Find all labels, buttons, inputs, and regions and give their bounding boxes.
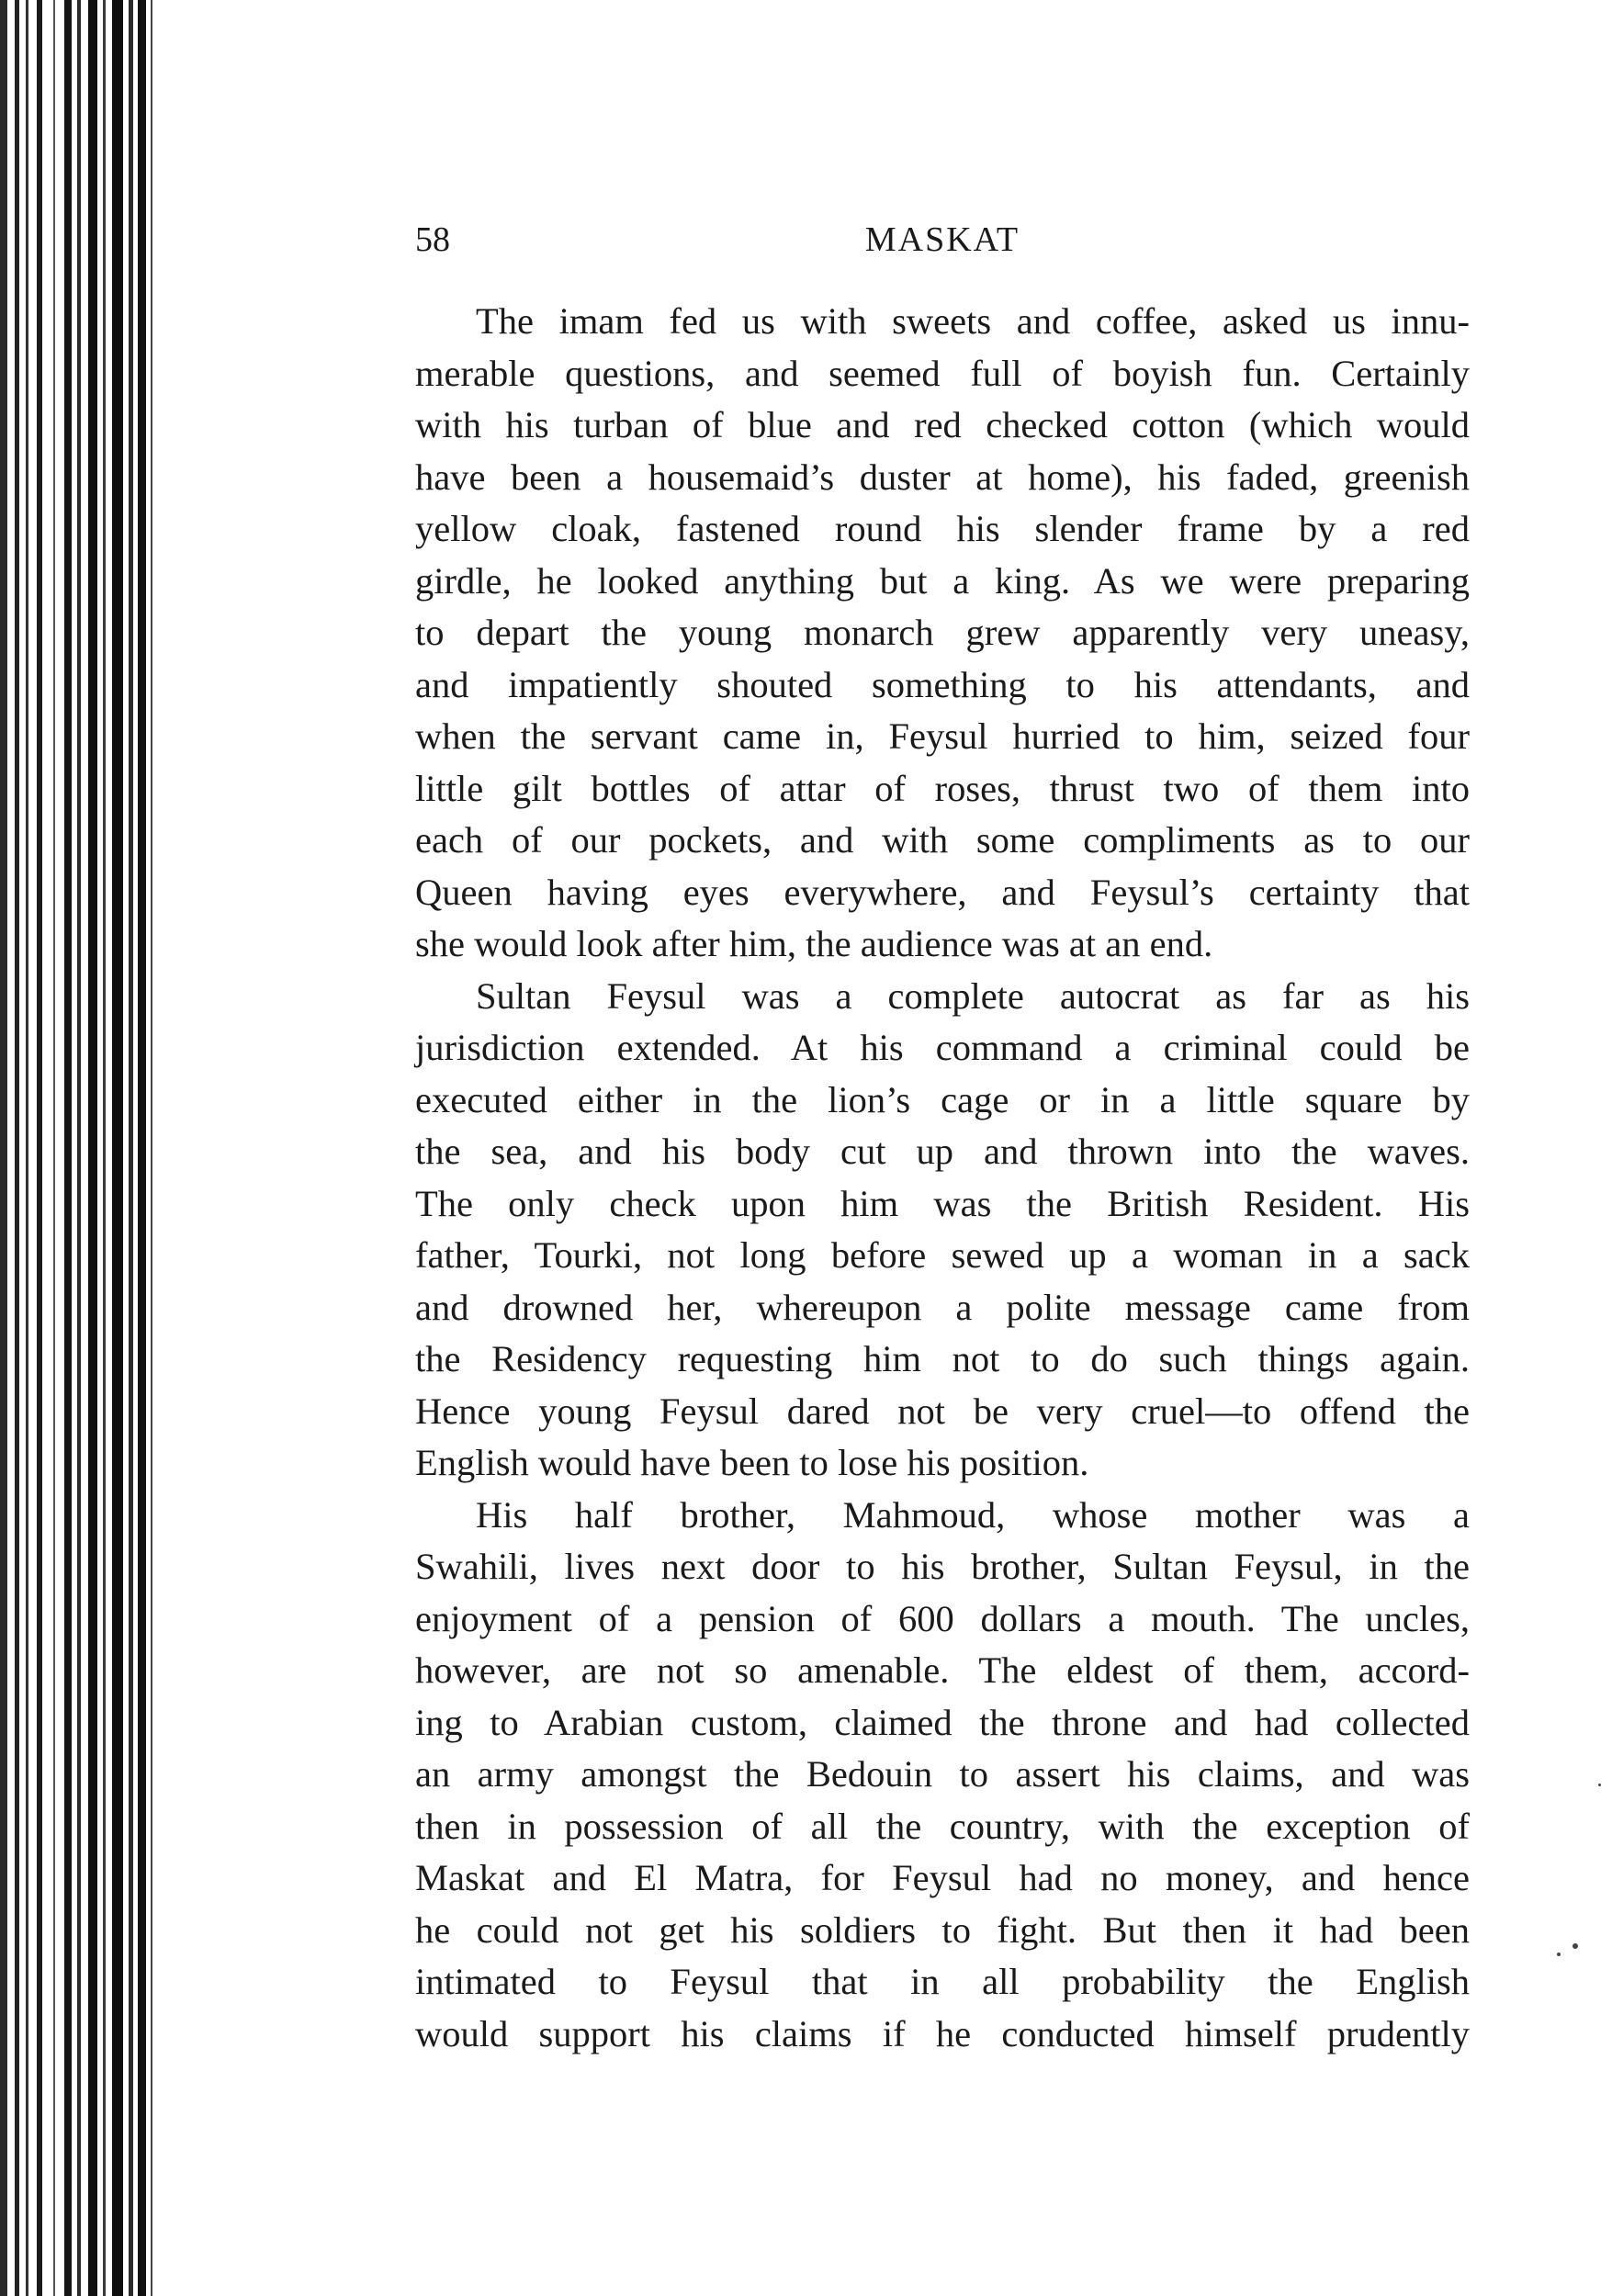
binding-line <box>53 0 55 2296</box>
binding-line <box>15 0 19 2296</box>
running-header <box>415 217 1470 263</box>
paragraph <box>415 971 1470 1490</box>
binding-line <box>88 0 97 2296</box>
page-number: 58 <box>415 220 450 259</box>
text-line: merable questions, and seemed full of boyish fun. Certainly <box>415 352 1470 394</box>
text-line: The only check upon him was the British Resident. His <box>415 1182 1470 1224</box>
scan-speck <box>1557 1953 1561 1956</box>
text-line: Hence young Feysul dared not be very cruel—to offend the <box>415 1390 1470 1432</box>
text-line: ing to Arabian custom, claimed the throne and had collected <box>415 1701 1470 1743</box>
scan-speck <box>1598 1784 1601 1786</box>
text-line: little gilt bottles of attar of roses, thrust two of them into <box>415 767 1470 809</box>
binding-line <box>129 0 133 2296</box>
running-title: MASKAT <box>864 220 1020 259</box>
binding-highlight <box>125 0 128 2296</box>
binding-line <box>37 0 42 2296</box>
text-line: girdle, he looked anything but a king. As we were preparing <box>415 559 1470 602</box>
text-line: intimated to Feysul that in all probability the English <box>415 1961 1470 2002</box>
paragraph <box>415 296 1470 971</box>
text-line: would support his claims if he conducted himself prudently <box>415 2012 1470 2054</box>
text-line: the sea, and his body cut up and thrown into the waves. <box>415 1131 1470 1172</box>
text-line: The imam fed us with sweets and coffee, asked us innu- <box>476 300 1470 342</box>
text-line: yellow cloak, fastened round his slender frame by a red <box>415 508 1470 549</box>
text-line: he could not get his soldiers to fight. But then it had been <box>415 1908 1470 1951</box>
text-line: have been a housemaid’s duster at home), his faded, greenish <box>415 456 1470 498</box>
text-line: and drowned her, whereupon a polite message came from <box>415 1286 1470 1328</box>
binding-highlight <box>57 0 62 2296</box>
text-line: an army amongst the Bedouin to assert his claims, and was <box>415 1753 1470 1795</box>
text-line: father, Tourki, not long before sewed up a woman in a sack <box>415 1234 1470 1276</box>
text-line: the Residency requesting him not to do such things again. <box>415 1338 1470 1379</box>
text-line: each of our pockets, and with some compliments as to our <box>415 819 1470 861</box>
text-line: His half brother, Mahmoud, whose mother was a <box>476 1493 1470 1536</box>
text-line: Queen having eyes everywhere, and Feysul’s certainty that <box>415 871 1470 913</box>
binding-line <box>77 0 81 2296</box>
binding-line <box>26 0 28 2296</box>
text-line: Maskat and El Matra, for Feysul had no money, and hence <box>415 1857 1470 1898</box>
book-binding-edge <box>0 0 175 2296</box>
text-line: then in possession of all the country, with the exception of <box>415 1805 1470 1847</box>
binding-line <box>64 0 72 2296</box>
binding-line <box>138 0 146 2296</box>
binding-line <box>151 0 152 2296</box>
text-line: jurisdiction extended. At his command a criminal could be <box>415 1027 1470 1068</box>
binding-shadow <box>0 0 7 2296</box>
text-line: she would look after him, the audience was at an end. <box>415 923 1213 964</box>
text-line: enjoyment of a pension of 600 dollars a mouth. The uncles, <box>415 1597 1470 1639</box>
body-text <box>415 296 1470 2060</box>
text-line: to depart the young monarch grew apparently very uneasy, <box>415 612 1470 653</box>
text-line: English would have been to lose his position. <box>415 1442 1089 1483</box>
paragraph <box>415 1490 1470 2061</box>
text-line: however, are not so amenable. The eldest of them, accord- <box>415 1649 1470 1691</box>
text-line: Swahili, lives next door to his brother, Sultan Feysul, in the <box>415 1546 1470 1587</box>
text-line: Sultan Feysul was a complete autocrat as far as his <box>476 974 1470 1017</box>
binding-line <box>103 0 106 2296</box>
text-line: and impatiently shouted something to his attendants, and <box>415 663 1470 705</box>
binding-line <box>112 0 123 2296</box>
scan-speck <box>1573 1943 1578 1949</box>
text-line: when the servant came in, Feysul hurried to him, seized four <box>415 715 1470 757</box>
text-line: executed either in the lion’s cage or in a little square by <box>415 1078 1470 1120</box>
text-line: with his turban of blue and red checked cotton (which would <box>415 404 1470 445</box>
